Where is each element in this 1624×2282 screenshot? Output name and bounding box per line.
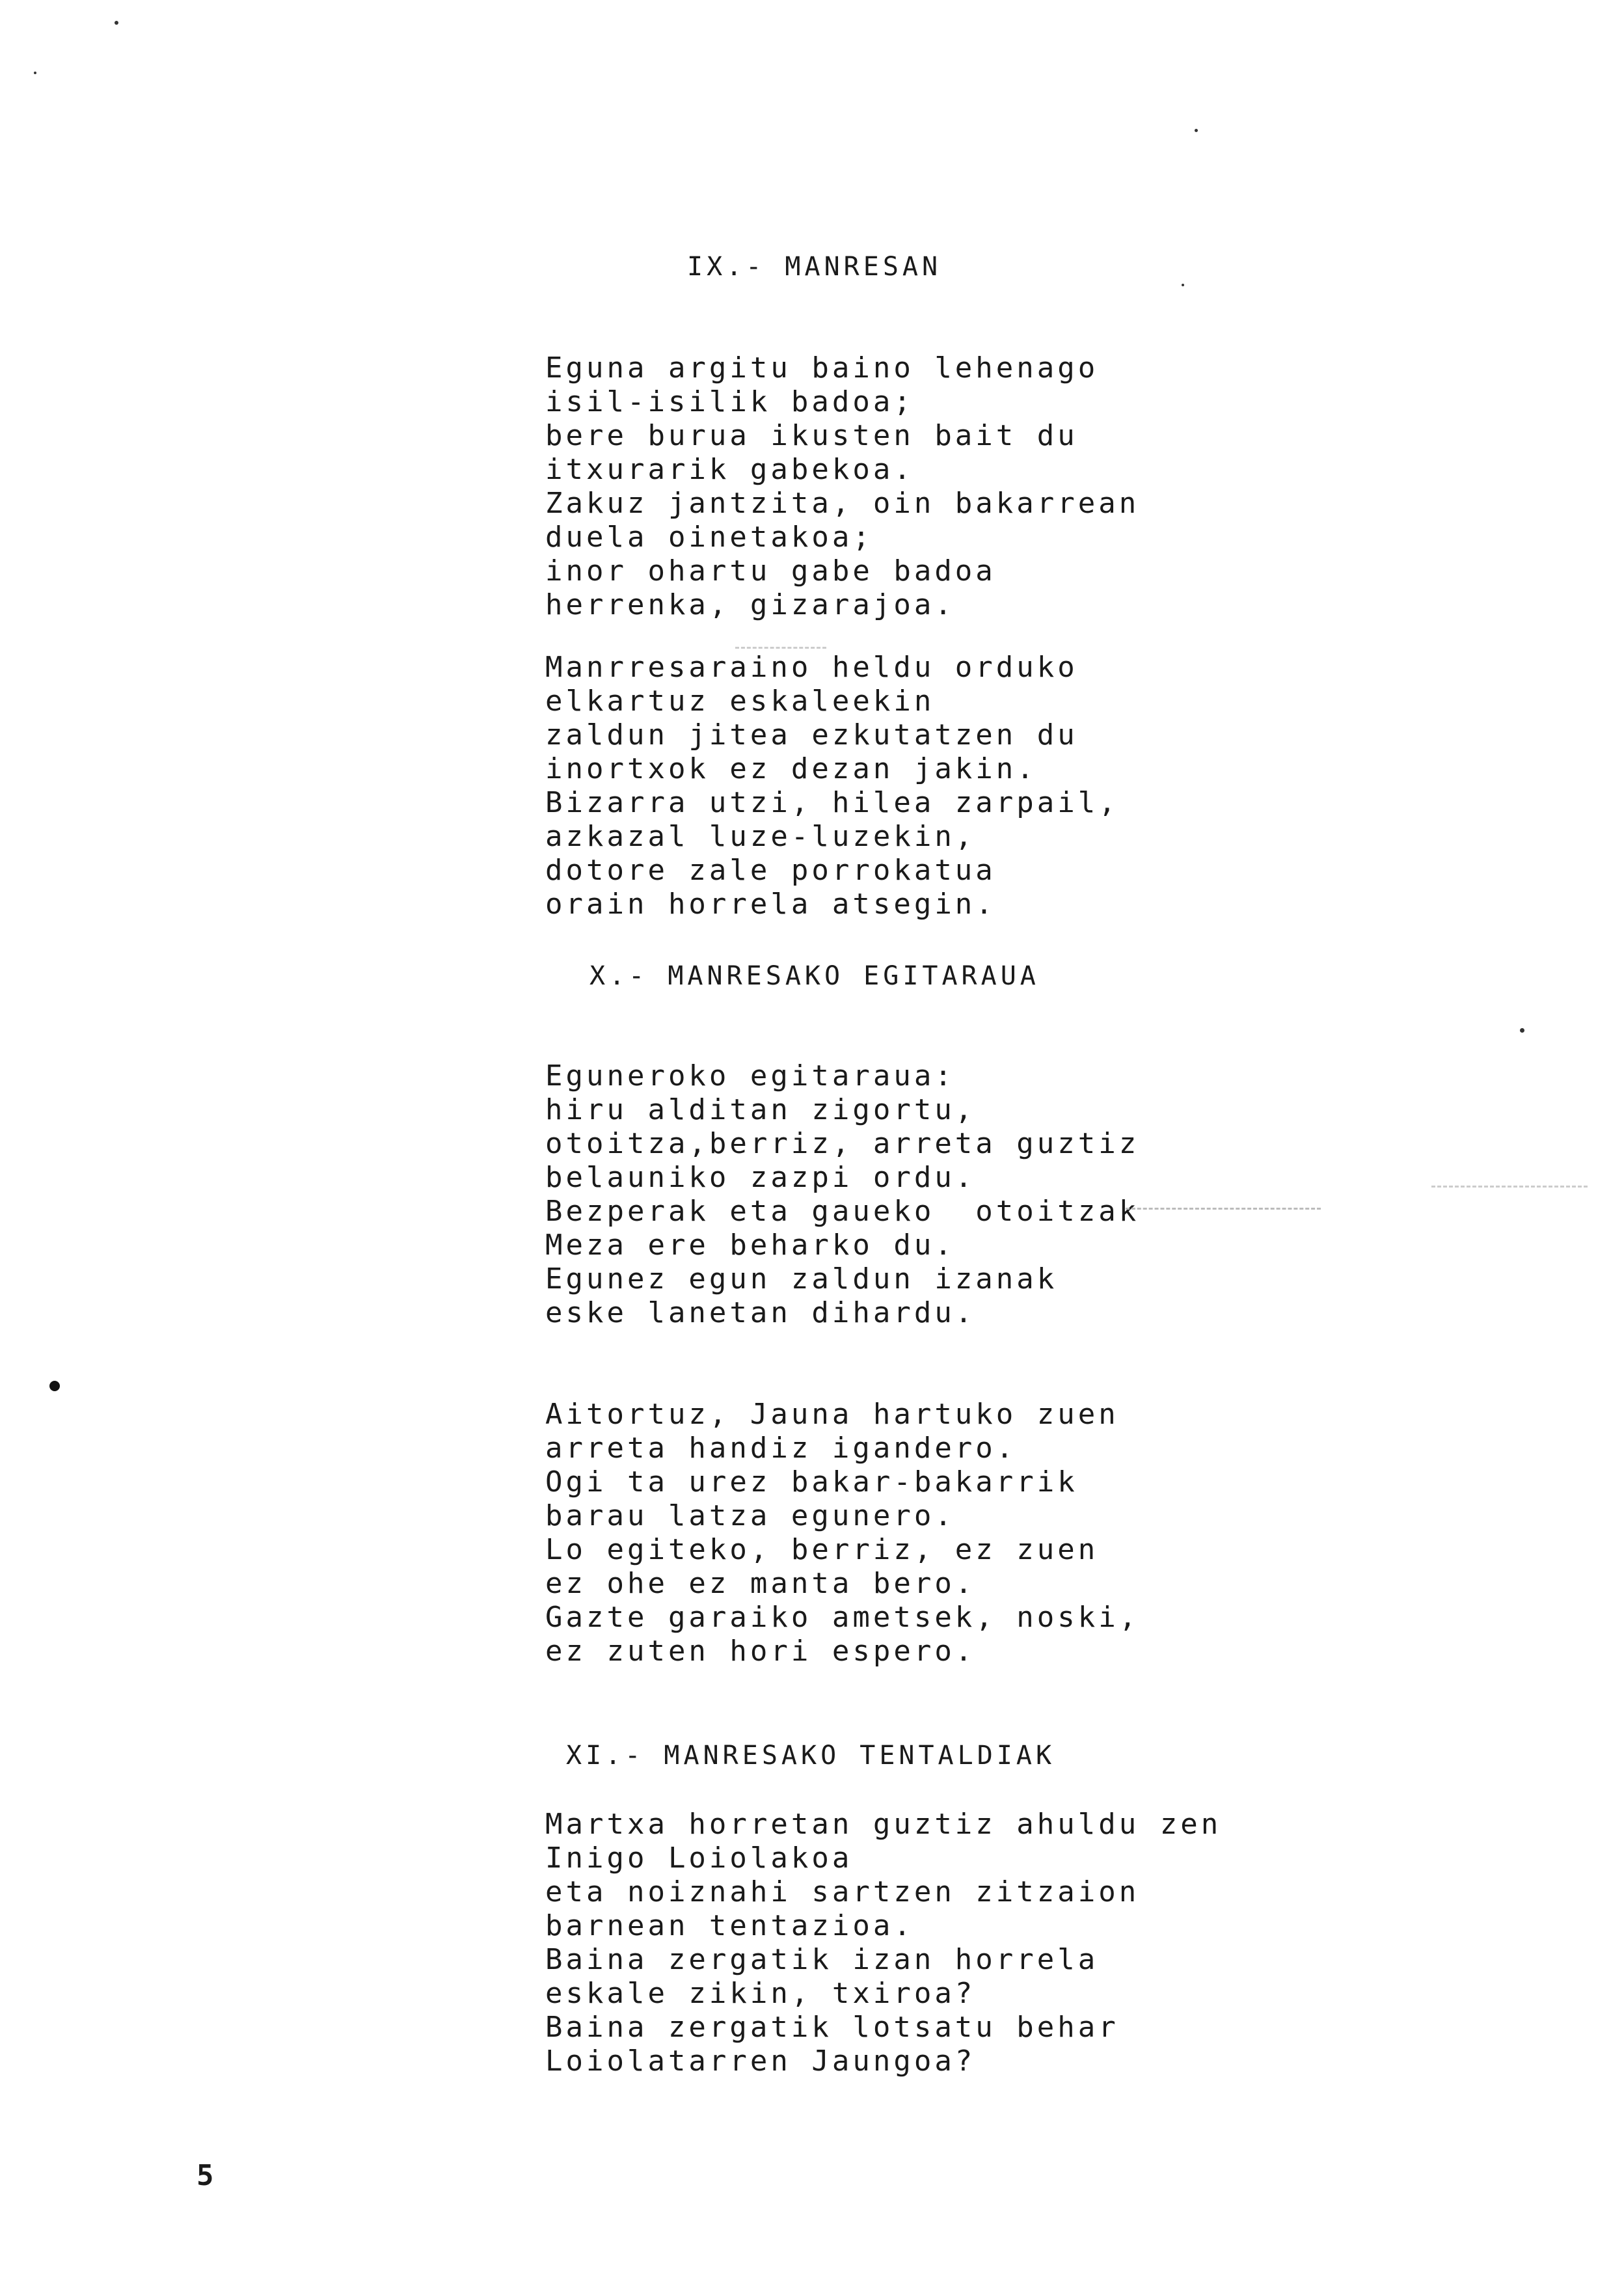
verse-line: Ogi ta urez bakar-bakarrik	[545, 1465, 1078, 1499]
verse-line: Martxa horretan guztiz ahuldu zen	[545, 1808, 1222, 1841]
stanza-ix-1	[545, 351, 1139, 622]
scan-streak	[1126, 1208, 1321, 1210]
verse-line: Eguna argitu baino lehenago	[545, 351, 1099, 385]
section-heading-ix: IX.- MANRESAN	[687, 252, 942, 282]
verse-line: elkartuz eskaleekin	[545, 685, 935, 718]
verse-line: belauniko zazpi ordu.	[545, 1161, 976, 1194]
verse-line: Gazte garaiko ametsek, noski,	[545, 1601, 1140, 1634]
section-heading-xi: XI.- MANRESAKO TENTALDIAK	[566, 1741, 1056, 1771]
scan-speck	[115, 21, 118, 25]
verse-line: Bezperak eta gaueko otoitzak	[545, 1195, 1140, 1228]
verse-line: barnean tentazioa.	[545, 1909, 914, 1942]
verse-line: Aitortuz, Jauna hartuko zuen	[545, 1398, 1119, 1431]
stanza-x-2	[545, 1398, 1139, 1668]
scan-speck	[1195, 129, 1198, 132]
verse-line: dotore zale porrokatua	[545, 854, 996, 887]
verse-line: zaldun jitea ezkutatzen du	[545, 718, 1078, 752]
section-heading-x: X.- MANRESAKO EGITARAUA	[589, 961, 1040, 991]
scan-speck	[1182, 284, 1184, 286]
verse-line: herrenka, gizarajoa.	[545, 588, 955, 621]
scan-streak	[735, 647, 826, 649]
verse-line: Lo egiteko, berriz, ez zuen	[545, 1533, 1099, 1566]
stanza-ix-2	[545, 651, 1119, 921]
verse-line: Eguneroko egitaraua:	[545, 1059, 955, 1093]
verse-line: Bizarra utzi, hilea zarpail,	[545, 786, 1119, 819]
verse-line: eske lanetan dihardu.	[545, 1296, 976, 1329]
verse-line: Manrresaraino heldu orduko	[545, 651, 1078, 684]
verse-line: inortxok ez dezan jakin.	[545, 752, 1037, 785]
verse-line: otoitza,berriz, arreta guztiz	[545, 1127, 1140, 1160]
verse-line: Egunez egun zaldun izanak	[545, 1262, 1058, 1296]
page-number: 5	[196, 2159, 214, 2192]
verse-line: ez ohe ez manta bero.	[545, 1567, 976, 1600]
verse-line: Meza ere beharko du.	[545, 1229, 955, 1262]
verse-line: eskale zikin, txiroa?	[545, 1977, 976, 2010]
scan-speck	[34, 72, 36, 74]
verse-line: Baina zergatik lotsatu behar	[545, 2011, 1119, 2044]
verse-line: barau latza egunero.	[545, 1499, 955, 1532]
verse-line: eta noiznahi sartzen zitzaion	[545, 1875, 1140, 1908]
verse-line: duela oinetakoa;	[545, 521, 873, 554]
verse-line: isil-isilik badoa;	[545, 385, 914, 418]
scan-streak	[1431, 1186, 1588, 1188]
verse-line: orain horrela atsegin.	[545, 888, 996, 921]
verse-line: Inigo Loiolakoa	[545, 1841, 853, 1875]
scan-speck	[1520, 1028, 1524, 1033]
verse-line: itxurarik gabekoa.	[545, 453, 914, 486]
stanza-x-1	[545, 1059, 1139, 1330]
verse-line: ez zuten hori espero.	[545, 1635, 976, 1668]
stanza-xi-1	[545, 1808, 1221, 2078]
verse-line: Loiolatarren Jaungoa?	[545, 2044, 976, 2078]
verse-line: Zakuz jantzita, oin bakarrean	[545, 487, 1140, 520]
verse-line: Baina zergatik izan horrela	[545, 1943, 1099, 1976]
scan-speck	[49, 1381, 60, 1391]
verse-line: hiru alditan zigortu,	[545, 1093, 976, 1126]
verse-line: bere burua ikusten bait du	[545, 419, 1078, 452]
verse-line: azkazal luze-luzekin,	[545, 820, 976, 853]
verse-line: arreta handiz igandero.	[545, 1432, 1017, 1465]
verse-line: inor ohartu gabe badoa	[545, 554, 996, 588]
